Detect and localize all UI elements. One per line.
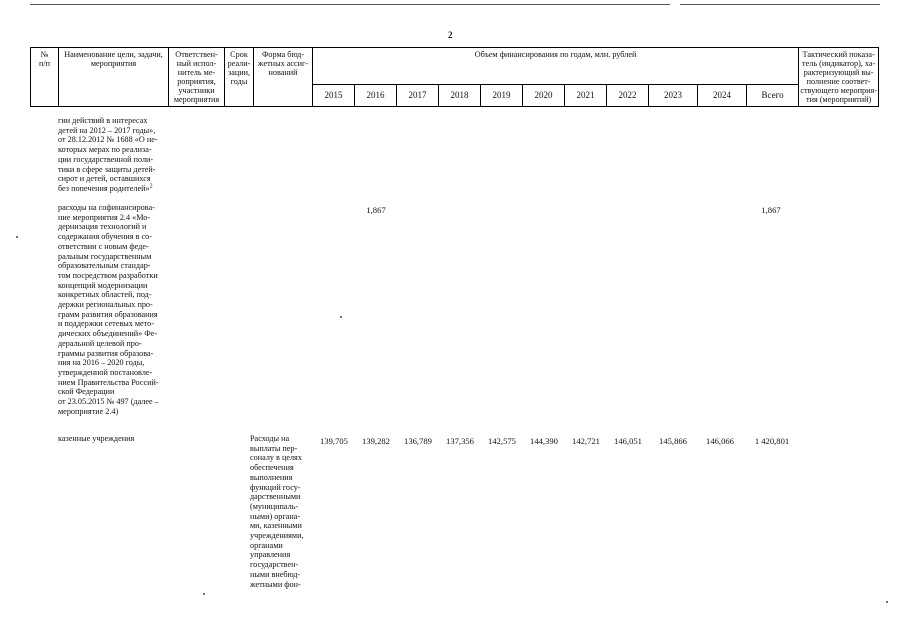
block3-value-2015: 139,705 (320, 436, 348, 446)
header-year-2023: 2023 (649, 85, 698, 107)
header-year-2019: 2019 (481, 85, 523, 107)
block3-value-2022: 146,051 (614, 436, 642, 446)
block3-value-2017: 136,789 (404, 436, 432, 446)
header-year-2021: 2021 (565, 85, 607, 107)
block3-value-2021: 142,721 (572, 436, 600, 446)
block3-value-2024: 146,066 (706, 436, 734, 446)
block3-form-text: Расходы на выплаты пер- соналу в целях обеспечения выполнения функций госу- дарственными (муниципаль- ными) органа- ми, казенными учреждениями, органами управления государствен- ными внебюд- жетными фон- (250, 434, 304, 589)
page-number: 2 (448, 30, 453, 40)
header-year-2024: 2024 (698, 85, 747, 107)
header-col-term: Срок реали- зации, годы (225, 48, 254, 107)
header-col-volume: Объем финансирования по годам, млн. рублей (313, 48, 799, 85)
header-year-2020: 2020 (523, 85, 565, 107)
header-year-2018: 2018 (439, 85, 481, 107)
block3-value-2019: 142,575 (488, 436, 516, 446)
header-col-form: Форма бюд- жетных ассиг- нований (254, 48, 313, 107)
scan-speck (340, 316, 342, 318)
footnote-mark: 2 (149, 183, 153, 190)
header-col-responsible: Ответствен- ный испол- нитель ме- роприятия, участники мероприятия (169, 48, 225, 107)
block1-name-text (58, 116, 168, 194)
block1-text: гии действий в интересах детей на 2012 – 2017 годы», от 28.12.2012 № 1688 «О не- которых мерах по реализа- ции государственной поли- тики в сфере защиты детей- сирот и детей, оставшихся без попечения родителей» (58, 116, 158, 193)
header-year-2016: 2016 (355, 85, 397, 107)
block3-value-2016: 139,282 (362, 436, 390, 446)
header-col-number: № п/п (31, 48, 59, 107)
block3-name: казенные учреждения (58, 434, 135, 443)
block3-value-2020: 144,390 (530, 436, 558, 446)
header-year-total: Всего (747, 85, 799, 107)
header-year-2017: 2017 (397, 85, 439, 107)
block2-value-2016: 1,867 (366, 205, 386, 215)
financing-table-header (30, 47, 879, 107)
header-col-indicator: Тактический показа- тель (индикатор), ха- рактеризующий вы- полнение соответ- ствующего мероприя- тия (мероприятий) (799, 48, 879, 107)
block2-name-text: расходы на софинансирова- ние мероприятия 2.4 «Мо- дернизация технологий и содержания обучения в со- ответствии с новым феде- ральным государственным образовательным стандар- том посредством разработки концепций модернизации конкретных областей, под- держки региональных про- грамм развития образования и поддержки сетевых мето- дических объединений» Фе- деральной целевой про- граммы развития образова- ния на 2016 – 2020 годы, утвержденной постановле- нием Правительства Россий- ской Федерации от 23.05.2015 № 497 (далее – мероприятие 2.4) (58, 203, 159, 416)
block2-total: 1,867 (761, 205, 781, 215)
header-year-2015: 2015 (313, 85, 355, 107)
block3-value-2023: 145,866 (659, 436, 687, 446)
scan-speck (16, 236, 18, 238)
header-col-name: Наименование цели, задачи, мероприятия (59, 48, 169, 107)
scan-speck (886, 601, 888, 603)
block3-total: 1 420,801 (754, 436, 790, 446)
scan-speck (203, 593, 205, 595)
block3-value-2018: 137,356 (446, 436, 474, 446)
top-rule-right (680, 4, 880, 5)
header-year-2022: 2022 (607, 85, 649, 107)
top-rule-left (30, 4, 670, 5)
